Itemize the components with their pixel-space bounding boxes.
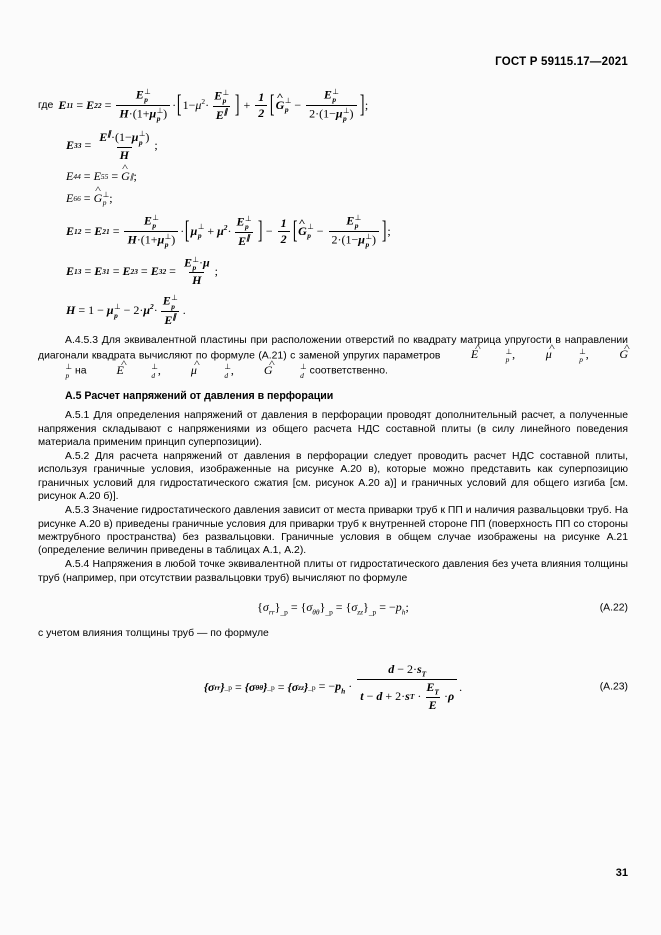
paragraph-a51: А.5.1 Для определения напряжений от давления в перфорации проводят дополнительный расчет, а полученные напряжения складывают с напряжениями из общего расчета НДС составной плиты (в силу линейного поведения материала применим принцип суперпозиции). — [38, 410, 628, 449]
paragraph-a453 — [38, 334, 628, 379]
page-header: ГОСТ Р 59115.17—2021 — [495, 56, 628, 68]
paragraph-a453-tail: соответственно. — [309, 366, 388, 378]
equation-h: H = 1 − μ ⊥ p − $2\cdot\mu^2\cdot$ E ⊥ p E∥ . — [66, 293, 186, 328]
equation-e12-e21: E 12 = E 21 = E ⊥ p H·(1+μ ⊥ p ) · [ μ ⊥ p + $\mu^2\cdot$ E ⊥ p E∥ ] − $\frac{1}{2}$ [ G ^ ⊥ p − E ⊥ p 2·(1−μ ⊥ p ) ] ; — [66, 214, 628, 249]
formula-block-elasticity-matrix — [38, 88, 628, 327]
symbol-group-d: E ^ ⊥ d , μ ^ ⊥ d , G ^ ⊥ d — [89, 363, 309, 377]
page-number: 31 — [615, 867, 628, 879]
equation-a23-body: {σ rr } _p = {σ θθ } _p = {σ zz } _p = $-p_h$ · $d - 2\cdot s_T$ t − d + 2· s T · $\frac{E_T}{E}$ · ρ . — [203, 661, 463, 713]
equation-e13-e31-e23-e32: E 13 = E 31 = E 23 = E 32 = E ⊥ p ·μ H ; — [66, 254, 218, 288]
paragraph-a52: А.5.2 Для расчета напряжений от давления в перфорации следует проводить расчет НДС составной плиты, используя граничные условия, изображенные на рисунке А.20 в), которые можно представить как суперпозицию граничных условий для гидростатического сжатия [см. рисунок А.20 а)] и граничных условий для общего изгиба [см. рисунок А.20 б)]. — [38, 451, 628, 503]
paragraph-a453-text: А.4.5.3 Для эквивалентной пластины при расположении отверстий по квадрату матрица упругости в направлении диагонали квадрата вычисляют по формуле (А.21) с заменой упругих параметров — [38, 335, 628, 362]
section-heading-a5: А.5 Расчет напряжений от давления в перфорации — [65, 390, 334, 403]
equation-a22-body: $\{\sigma_{rr}\}_{\_p} = \{\sigma_{\theta\theta}\}_{\_p} = \{\sigma_{zz}\}_{\_p} = -p_h$; — [257, 599, 409, 617]
paragraph-a53: А.5.3 Значение гидростатического давления зависит от места приварки труб к ПП и наличия развальцовки труб. На рисунке А.20 в) приведены граничные условия для приварки труб к внутренней стороне ПП (поверхность ПП со стороны межтрубного пространства) без развальцовки. Граничные условия в общем случае изображены на рисунке А.21 (определение величин приведены в таблицах А.1, А.2). — [38, 505, 628, 557]
equation-a22-container — [38, 599, 628, 617]
equation-e33: E 33 = E∥·(1−μ ⊥ p ) H ; — [66, 128, 158, 162]
equation-e44-e55: E 44 = E 55 = G ^ ∥ ; — [66, 169, 628, 184]
paragraph-with-thickness: с учетом влияния толщины труб — по формуле — [38, 628, 269, 640]
paragraph-a54: А.5.4 Напряжения в любой точке эквивалентной плиты от гидростатического давления без учета влияния толщины труб (например, при отсутствии развальцовки труб) вычисляют по формуле — [38, 559, 628, 584]
symbol-group-p: E ^ ⊥ p , μ ^ ⊥ p , G ^ ⊥ p — [38, 347, 628, 377]
gde-label: где — [38, 99, 54, 112]
equation-a23-number: (А.23) — [599, 681, 628, 693]
equation-e66: E 66 = G ^ ⊥ p ; — [66, 191, 628, 207]
equation-a23-container — [38, 663, 628, 713]
page-content — [38, 88, 628, 722]
paragraph-a453-on: на — [75, 366, 87, 378]
equation-e11-e22: где E 11 = E 22 = E ⊥ p H·(1+μ ⊥ p ) · [ $1-\mu^2\cdot$ E ⊥ p E∥ ] + $\frac{1}{2}$ [ G ^ ⊥ p − E ⊥ p 2·(1−μ ⊥ p ) ] ; — [38, 88, 628, 123]
equation-a22-number: (А.22) — [599, 602, 628, 614]
